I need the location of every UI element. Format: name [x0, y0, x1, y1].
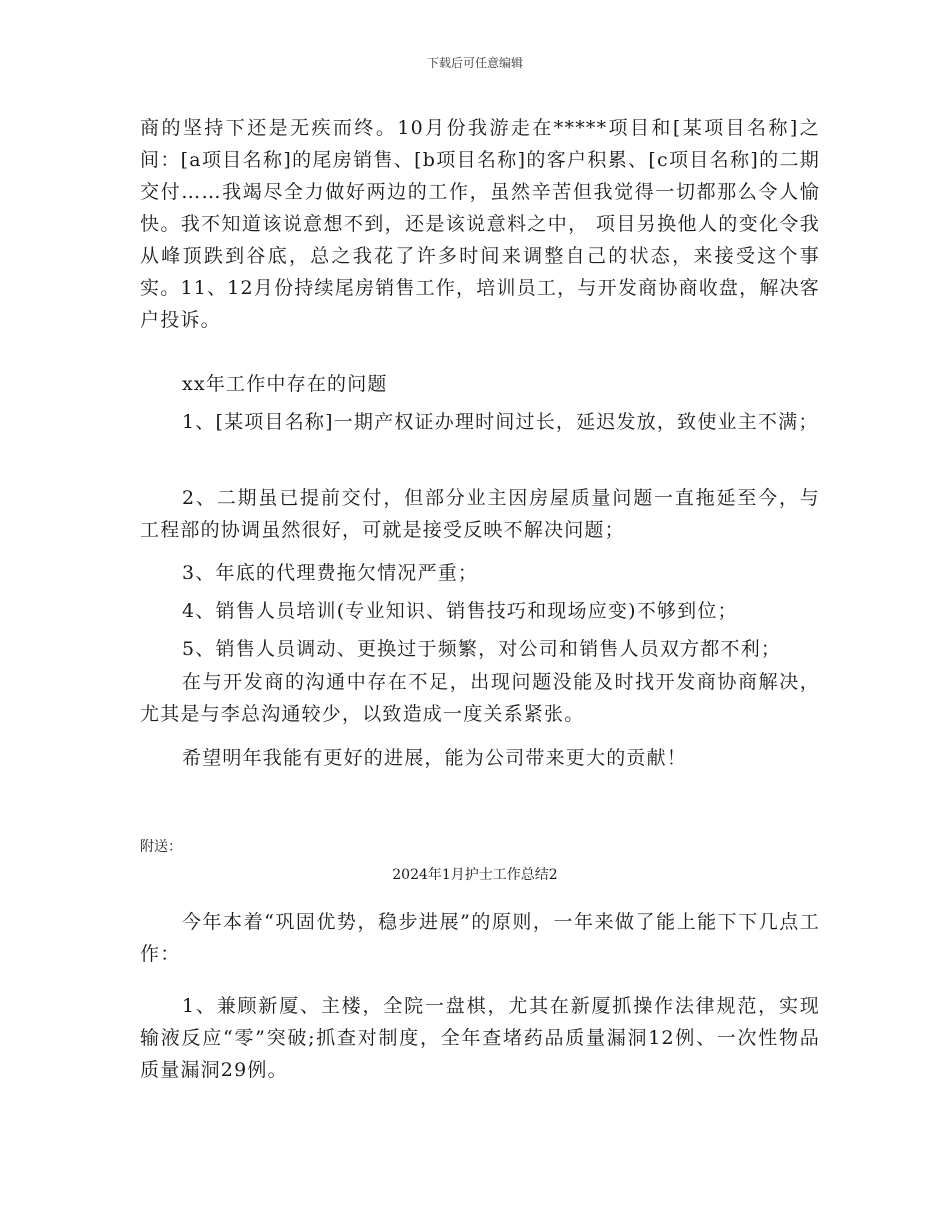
issue-3: 3、年底的代理费拖欠情况严重；: [182, 562, 479, 584]
paragraph-1: 商的坚持下还是无疾而终。10月份我游走在*****项目和[某项目名称]之间：[a项目名称]的尾房销售、[b项目名称]的客户积累、[c项目名称]的二期交付……我竭尽全力做好两边的工作，虽然辛苦但我觉得一切都那么令人愉快。我不知道该说意想不到，还是该说意料之中， 项目另换他人的变化令我从峰顶跌到谷底，总之我花了许多时间来调整自己的状态，来接受这个事实。11、12月份持续尾房销售工作，培训员工，与开发商协商收盘，解决客户投诉。: [140, 117, 820, 331]
issue-5: 5、销售人员调动、更换过于频繁，对公司和销售人员双方都不利；: [182, 638, 782, 660]
paragraph-nurse-1: 1、兼顾新厦、主楼，全院一盘棋，尤其在新厦抓操作法律规范，实现输液反应“零”突破;抓查对制度，全年查堵药品质量漏洞12例、一次性物品质量漏洞29例。: [140, 995, 820, 1081]
issue-4: 4、销售人员培训(专业知识、销售技巧和现场应变)不够到位；: [182, 600, 738, 622]
paragraph-communication: 在与开发商的沟通中存在不足，出现问题没能及时找开发商协商解决，尤其是与李总沟通较少，以致造成一度关系紧张。: [140, 671, 820, 725]
paragraph-hope: 希望明年我能有更好的进展，能为公司带来更大的贡献！: [182, 747, 688, 769]
section-title-2: 2024年1月护士工作总结2: [392, 867, 558, 883]
page-header: 下载后可任意编辑: [426, 56, 523, 70]
paragraph-nurse-intro: 今年本着“巩固优势，稳步进展”的原则，一年来做了能上能下下几点工作：: [140, 911, 820, 965]
appendix-label: 附送：: [140, 839, 182, 855]
issue-2: 2、二期虽已提前交付，但部分业主因房屋质量问题一直拖延至今，与工程部的协调虽然很好，可就是接受反映不解决问题；: [140, 487, 820, 541]
issue-1: 1、[某项目名称]一期产权证办理时间过长，延迟发放，致使业主不满；: [182, 411, 819, 433]
section-heading: xx年工作中存在的问题: [182, 373, 388, 395]
